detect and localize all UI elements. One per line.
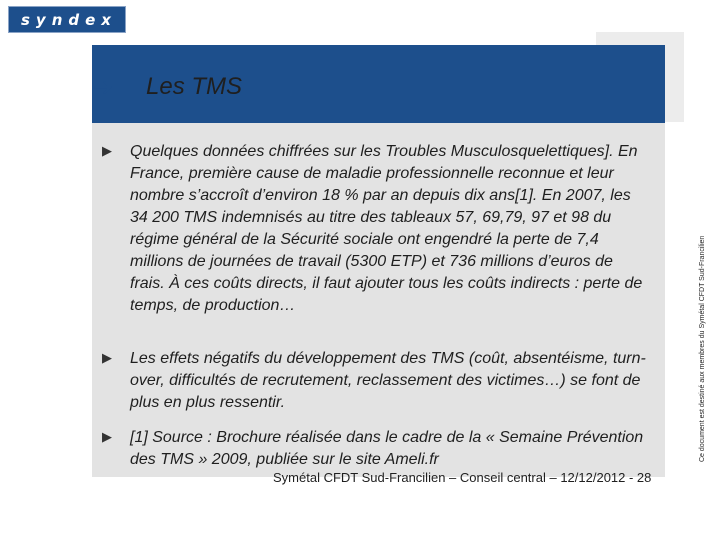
bullet-arrow-icon: ▶ <box>102 351 112 366</box>
bullet-item <box>102 141 647 317</box>
bullet-item <box>102 348 647 414</box>
bullet-text: Quelques données chiffrées sur les Troubles Musculosquelettiques]. En France, première cause de maladie professionnelle reconnue et leur nombre s’accroît d’environ 18 % par an depuis dix ans[1]. En 2007, les 34 200 TMS indemnisés au titre des tableaux 57, 69,79, 97 et 98 du régime général de la Sécurité sociale ont engendré la perte de 7,4 millions de journées de travail (5300 ETP) et 736 millions d’euros de frais. À ces coûts directs, il faut ajouter tous les coûts indirects : perte de temps, de production… <box>130 143 643 314</box>
syndex-logo <box>8 6 126 33</box>
bullet-arrow-icon: ▶ <box>102 144 112 159</box>
bullet-text: [1] Source : Brochure réalisée dans le cadre de la « Semaine Prévention des TMS » 2009, publiée sur le site Ameli.fr <box>130 429 644 468</box>
bullet-arrow-icon: ▶ <box>102 430 112 445</box>
slide-title: Les TMS <box>146 73 243 100</box>
bullet-text: Les effets négatifs du développement des TMS (coût, absentéisme, turn-over, difficultés de recrutement, reclassement des victimes…) se font de plus en plus ressentir. <box>130 350 646 411</box>
logo-text: syndex <box>21 10 117 29</box>
side-note: Ce document est destiné aux membres du Symétal CFDT Sud-Francilien <box>699 235 706 462</box>
footer-text: Symétal CFDT Sud-Francilien – Conseil central – 12/12/2012 - 28 <box>273 470 652 485</box>
bullet-item <box>102 427 647 471</box>
arrow-right-icon: ➔ <box>93 73 114 101</box>
